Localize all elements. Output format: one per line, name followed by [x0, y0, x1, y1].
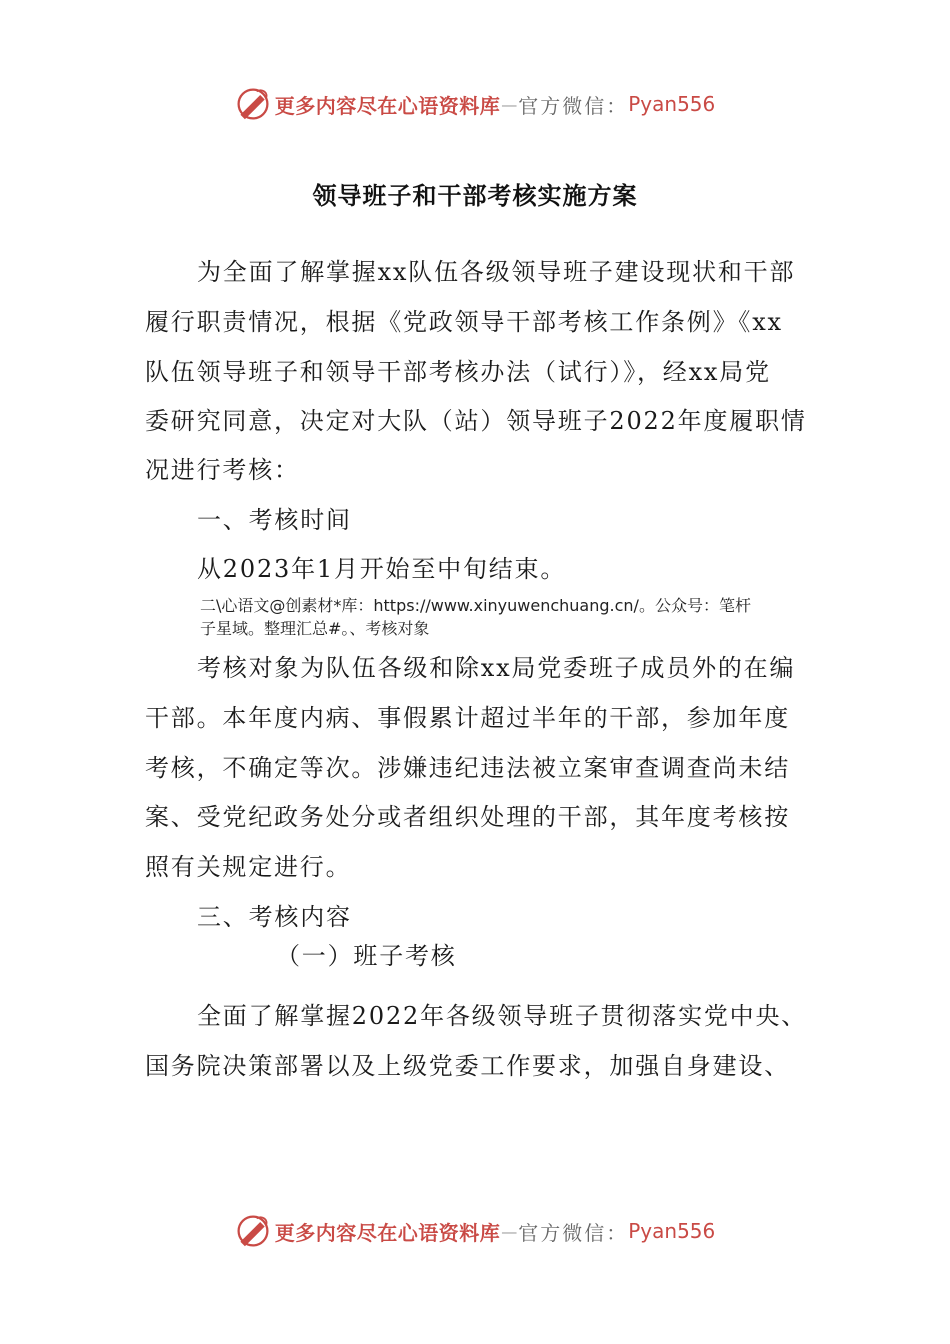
- pen-nib-logo-icon: [235, 1213, 271, 1249]
- header-watermark: [0, 84, 950, 124]
- paragraph-line: 案、受党纪政务处分或者组织处理的干部，其年度考核按: [145, 803, 790, 831]
- paragraph-line: 为全面了解掌握xx队伍各级领导班子建设现状和干部: [197, 258, 796, 286]
- paragraph-line: 履行职责情况，根据《党政领导干部考核工作条例》《xx: [145, 308, 783, 336]
- watermark-subtitle: 官方微信：: [518, 1220, 629, 1245]
- subsection-heading: （一）班子考核: [276, 942, 457, 970]
- paragraph-line: 照有关规定进行。: [145, 853, 352, 881]
- watermark-wechat-id: Pyan556: [628, 92, 716, 116]
- paragraph-line: 全面了解掌握2022年各级领导班子贯彻落实党中央、: [197, 1002, 808, 1030]
- paragraph-line: 从2023年1月开始至中旬结束。: [197, 555, 567, 583]
- section-heading: 三、考核内容: [197, 903, 352, 931]
- watermark-separator: —: [501, 94, 518, 114]
- paragraph-line: 国务院决策部署以及上级党委工作要求，加强自身建设、: [145, 1052, 790, 1080]
- footer-watermark: [0, 1211, 950, 1251]
- watermark-subtitle: 官方微信：: [518, 93, 629, 118]
- watermark-separator: —: [501, 1221, 518, 1241]
- paragraph-line: 考核对象为队伍各级和除xx局党委班子成员外的在编: [197, 654, 796, 682]
- paragraph-line: 况进行考核：: [145, 456, 300, 484]
- pen-nib-logo-icon: [235, 86, 271, 122]
- paragraph-line: 委研究同意，决定对大队（站）领导班子2022年度履职情: [145, 407, 807, 435]
- paragraph-line: 队伍领导班子和领导干部考核办法（试行）》，经xx局党: [145, 358, 771, 386]
- watermark-main-text: 更多内容尽在心语资料库: [274, 1220, 501, 1245]
- inline-note: 二\心语文@创素材*库：https://www.xinyuwenchuang.cn/。公众号：笔杆: [200, 596, 751, 615]
- document-title: 领导班子和干部考核实施方案: [312, 181, 638, 210]
- inline-note: 子星域。整理汇总#。、考核对象: [200, 619, 430, 638]
- watermark-wechat-id: Pyan556: [628, 1219, 716, 1243]
- watermark-main-text: 更多内容尽在心语资料库: [274, 93, 501, 118]
- section-heading: 一、考核时间: [197, 506, 352, 534]
- paragraph-line: 干部。本年度内病、事假累计超过半年的干部，参加年度: [145, 704, 790, 732]
- paragraph-line: 考核，不确定等次。涉嫌违纪违法被立案审查调查尚未结: [145, 754, 790, 782]
